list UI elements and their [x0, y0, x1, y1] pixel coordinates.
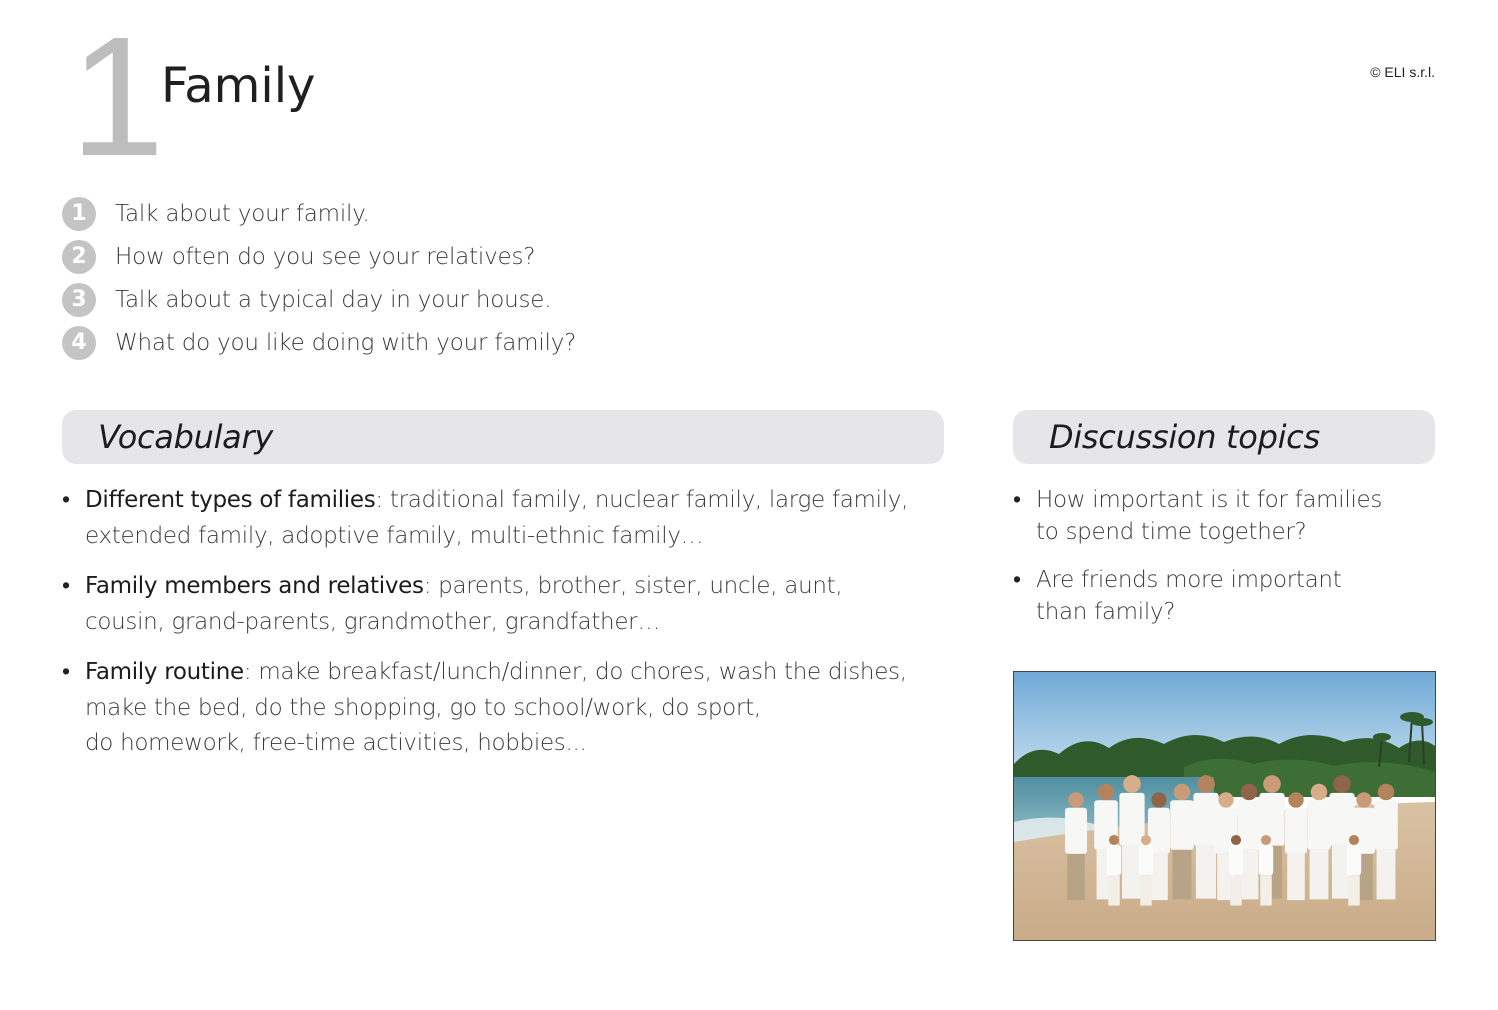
question-item	[62, 321, 576, 364]
vocabulary-text: extended family, adoptive family, multi-ethnic family…	[85, 522, 704, 549]
person-legs	[1108, 875, 1120, 905]
person-legs	[1140, 875, 1152, 905]
person-legs	[1260, 875, 1272, 905]
vocabulary-text: do homework, free-time activities, hobbies...	[85, 730, 587, 756]
question-item	[62, 278, 576, 321]
bullet: •	[62, 487, 70, 513]
vocabulary-line	[85, 483, 952, 519]
vocabulary-term: Different types of families	[85, 487, 376, 513]
question-number-badge: 4	[62, 326, 96, 360]
question-number-badge: 3	[62, 283, 96, 317]
person-head	[1231, 835, 1241, 845]
question-list	[62, 192, 576, 364]
person-head	[1197, 775, 1215, 793]
person-legs	[1067, 854, 1085, 900]
vocabulary-list	[62, 483, 952, 777]
person-head	[1098, 784, 1115, 801]
person-head	[1218, 792, 1233, 807]
vocabulary-term: Family members and relatives	[85, 573, 424, 599]
discussion-text: than family?	[1036, 599, 1176, 625]
discussion-text: to spend time together?	[1036, 519, 1307, 545]
vocabulary-heading: Vocabulary	[98, 418, 273, 456]
person-head	[1378, 784, 1395, 801]
person-head	[1311, 784, 1328, 801]
discussion-heading: Discussion topics	[1049, 418, 1320, 456]
bullet: •	[1013, 567, 1021, 593]
person-legs	[1196, 846, 1216, 899]
person-body	[1285, 808, 1307, 854]
person-head	[1141, 835, 1151, 845]
foliage	[1184, 759, 1435, 797]
vocabulary-text: cousin, grand-parents, grandmother, grandfather…	[85, 608, 661, 635]
vocabulary-text: make the bed, do the shopping, go to school/work, do sport,	[85, 694, 761, 721]
person-legs	[1230, 875, 1242, 905]
person-body	[1229, 845, 1243, 875]
discussion-item	[1013, 484, 1443, 548]
discussion-text: How important is it for families	[1036, 487, 1383, 513]
question-item	[62, 192, 576, 235]
person-head	[1123, 775, 1141, 793]
bullet: •	[62, 659, 70, 685]
discussion-list	[1013, 484, 1443, 644]
question-item	[62, 235, 576, 278]
person-head	[1288, 792, 1303, 807]
person-head	[1068, 792, 1083, 807]
person-legs	[1173, 850, 1192, 900]
vocabulary-item	[62, 655, 952, 762]
discussion-header	[1013, 410, 1435, 464]
family-beach-illustration	[1014, 672, 1435, 940]
person-body	[1065, 808, 1087, 854]
person-body	[1259, 845, 1273, 875]
person-body	[1170, 800, 1194, 850]
person-legs	[1310, 850, 1329, 900]
question-text: How often do you see your relatives?	[115, 243, 536, 270]
vocabulary-line	[85, 655, 952, 691]
person-body	[1119, 793, 1144, 846]
person-body	[1237, 800, 1261, 850]
person-body	[1193, 793, 1218, 846]
person-body	[1107, 845, 1121, 875]
person-body	[1139, 845, 1153, 875]
discussion-text: Are friends more important	[1036, 567, 1342, 593]
vocabulary-text: : traditional family, nuclear family, large family,	[375, 487, 909, 513]
person-body	[1374, 800, 1398, 850]
person-body	[1307, 800, 1331, 850]
vocabulary-item	[62, 483, 952, 554]
person-head	[1263, 775, 1281, 793]
vocabulary-term: Family routine	[85, 659, 244, 685]
person-head	[1333, 775, 1351, 793]
question-text: Talk about a typical day in your house.	[115, 286, 552, 313]
page-title: Family	[161, 58, 316, 114]
person-head	[1109, 835, 1119, 845]
vocabulary-text: : make breakfast/lunch/dinner, do chores, wash the dishes,	[243, 659, 907, 685]
vocabulary-line	[85, 569, 952, 605]
question-text: Talk about your family.	[115, 200, 370, 227]
person-head	[1241, 784, 1258, 801]
discussion-item	[1013, 564, 1443, 628]
vocabulary-item	[62, 569, 952, 640]
person-legs	[1348, 875, 1360, 905]
person-head	[1174, 784, 1191, 801]
question-number-badge: 2	[62, 240, 96, 274]
question-text: What do you like doing with your family?	[115, 329, 577, 356]
bullet: •	[1013, 487, 1021, 513]
person-head	[1349, 835, 1359, 845]
copyright-notice: © ELI s.r.l.	[1370, 64, 1435, 80]
person-head	[1261, 835, 1271, 845]
unit-number: 1	[70, 2, 161, 192]
family-beach-photo	[1013, 671, 1436, 941]
person-head	[1151, 792, 1166, 807]
vocabulary-text: : parents, brother, sister, uncle, aunt,	[423, 573, 843, 599]
person-legs	[1287, 854, 1305, 900]
person-legs	[1377, 850, 1396, 900]
person-body	[1347, 845, 1361, 875]
vocabulary-header	[62, 410, 944, 464]
bullet: •	[62, 573, 70, 599]
question-number-badge: 1	[62, 197, 96, 231]
person-head	[1356, 792, 1371, 807]
